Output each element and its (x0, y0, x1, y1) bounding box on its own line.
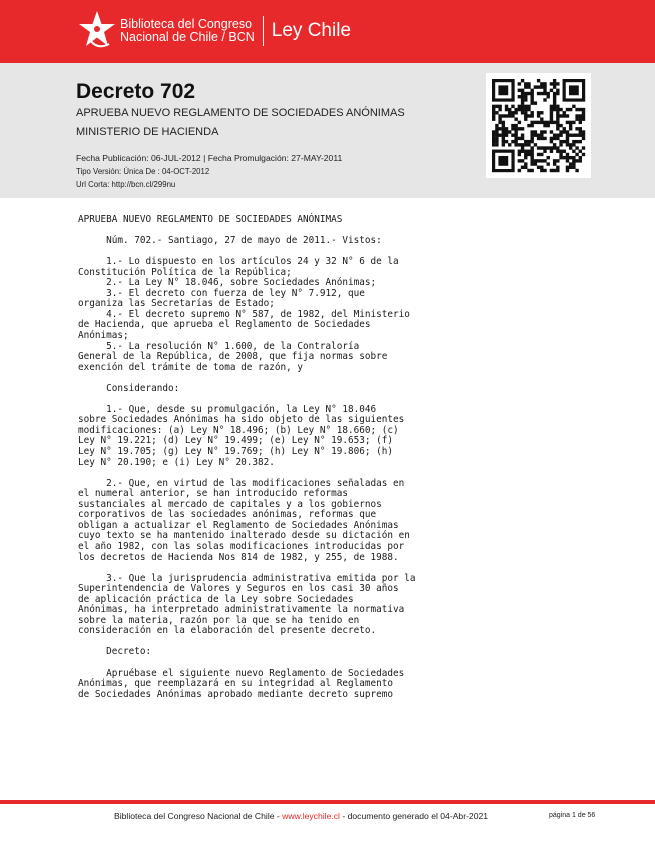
bcn-name (120, 18, 255, 44)
footer-suffix: - documento generado el 04-Abr-2021 (339, 811, 489, 821)
qr-code-icon (486, 73, 591, 178)
bcn-name-line1: Biblioteca del Congreso (120, 17, 253, 31)
logo-divider (263, 16, 264, 46)
footer-rule (0, 800, 655, 804)
footer-prefix: Biblioteca del Congreso Nacional de Chile - (114, 811, 283, 821)
decree-title: Decreto 702 (76, 80, 196, 103)
footer-text (114, 811, 488, 821)
ley-chile-brand: Ley Chile (271, 20, 352, 41)
decree-short-url[interactable]: Url Corta: http://bcn.cl/299nu (76, 180, 176, 189)
bcn-name-line2: Nacional de Chile / BCN (120, 30, 255, 44)
document-body: APRUEBA NUEVO REGLAMENTO DE SOCIEDADES ANÓNIMAS Núm. 702.- Santiago, 27 de mayo de 2011.- Vistos: 1.- Lo dispuesto en los artículos 24 y 32 N° 6 de la Constitución Política de la República; 2.- La Ley N° 18.046, sobre Sociedades Anónimas; 3.- El decreto con fuerza de ley N° 7.912, que organiza las Secretarías de Estado; 4.- El decreto supremo N° 587, de 1982, del Ministerio de Hacienda, que aprueba el Reglamento de Sociedades Anónimas; 5.- La resolución N° 1.600, de la Contraloría General de la República, de 2008, que fija normas sobre exención del trámite de toma de razón, y Considerando: 1.- Que, desde su promulgación, la Ley N° 18.046 sobre Sociedades Anónimas ha sido objeto de las siguientes modificaciones: (a) Ley N° 18.496; (b) Ley N° 18.660; (c) Ley N° 19.221; (d) Ley N° 19.499; (e) Ley N° 19.653; (f) Ley N° 19.705; (g) Ley N° 19.769; (h) Ley N° 19.806; (h) Ley N° 20.190; e (i) Ley N° 20.382. 2.- Que, en virtud de las modificaciones señaladas en el numeral anterior, se han introducido reformas sustanciales al mercado de capitales y a los gobiernos corporativos de las sociedades anónimas, reformas que obligan a actualizar el Reglamento de Sociedades Anónimas cuyo texto se ha mantenido inalterado desde su dictación en el año 1982, con las solas modificaciones introducidas por los decretos de Hacienda Nos 814 de 1982, y 255, de 1988. 3.- Que la jurisprudencia administrativa emitida por la Superintendencia de Valores y Seguros en los casi 30 años de aplicación práctica de la Ley sobre Sociedades Anónimas, ha interpretado administrativamente la normativa sobre la materia, razón por la que se ha tenido en consideración en la elaboración del presente decreto. Decreto: Apruébase el siguiente nuevo Reglamento de Sociedades Anónimas, que reemplazará en su integridad al Reglamento de Sociedades Anónimas aprobado mediante decreto supremo (78, 214, 416, 700)
star-logo-icon (78, 9, 120, 53)
top-banner (0, 0, 655, 63)
decree-dates: Fecha Publicación: 06-JUL-2012 | Fecha Promulgación: 27-MAY-2011 (76, 153, 343, 163)
footer-link[interactable]: www.leychile.cl (282, 811, 340, 821)
decree-version: Tipo Versión: Única De : 04-OCT-2012 (76, 167, 210, 176)
decree-ministry: MINISTERIO DE HACIENDA (76, 126, 219, 138)
page-number: página 1 de 56 (549, 812, 596, 819)
bcn-logo[interactable] (78, 9, 351, 53)
decree-subtitle: APRUEBA NUEVO REGLAMENTO DE SOCIEDADES ANÓNIMAS (76, 107, 405, 119)
